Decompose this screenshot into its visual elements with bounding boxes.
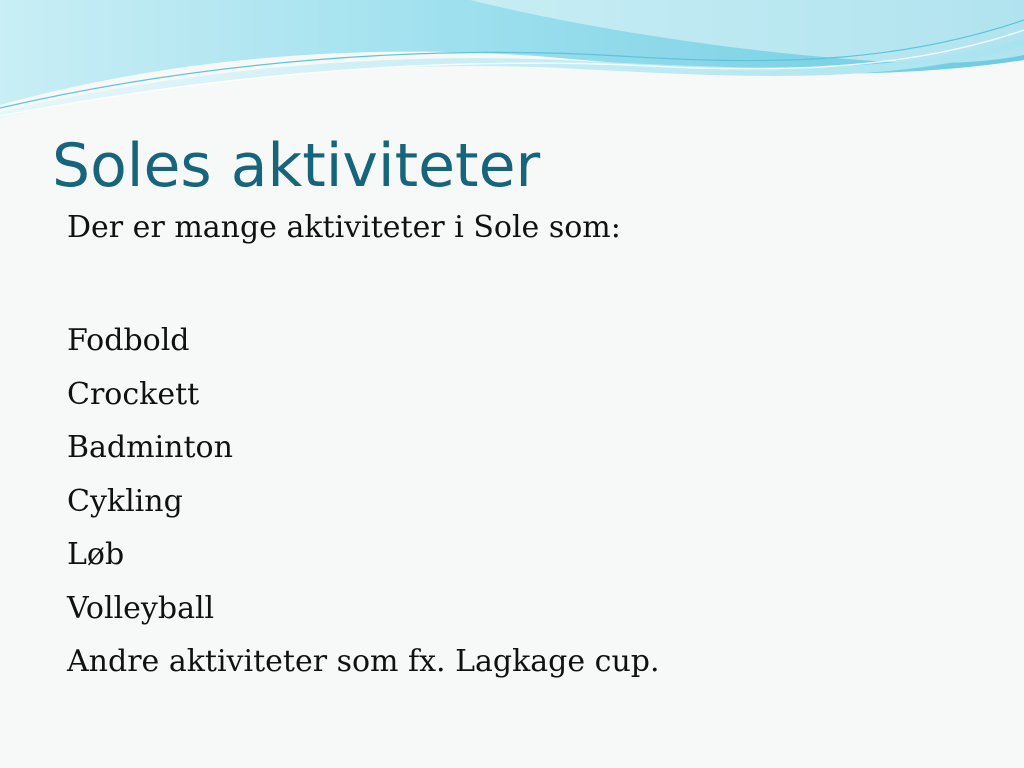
- list-item-andre-aktiviteter: Andre aktiviteter som fx. Lagkage cup.: [67, 644, 660, 679]
- list-item-lob: Løb: [67, 537, 125, 572]
- intro-text: Der er mange aktiviteter i Sole som:: [67, 210, 621, 245]
- list-item-crockett: Crockett: [67, 376, 200, 412]
- list-item-fodbold: Fodbold: [67, 323, 190, 358]
- header-wave-decoration: [0, 0, 1024, 130]
- list-item-volleyball: Volleyball: [67, 590, 215, 626]
- activities-list: [67, 314, 660, 689]
- list-item-cykling: Cykling: [67, 483, 183, 519]
- list-item-badminton: Badminton: [67, 430, 233, 465]
- slide-title: Soles aktiviteter: [52, 131, 541, 201]
